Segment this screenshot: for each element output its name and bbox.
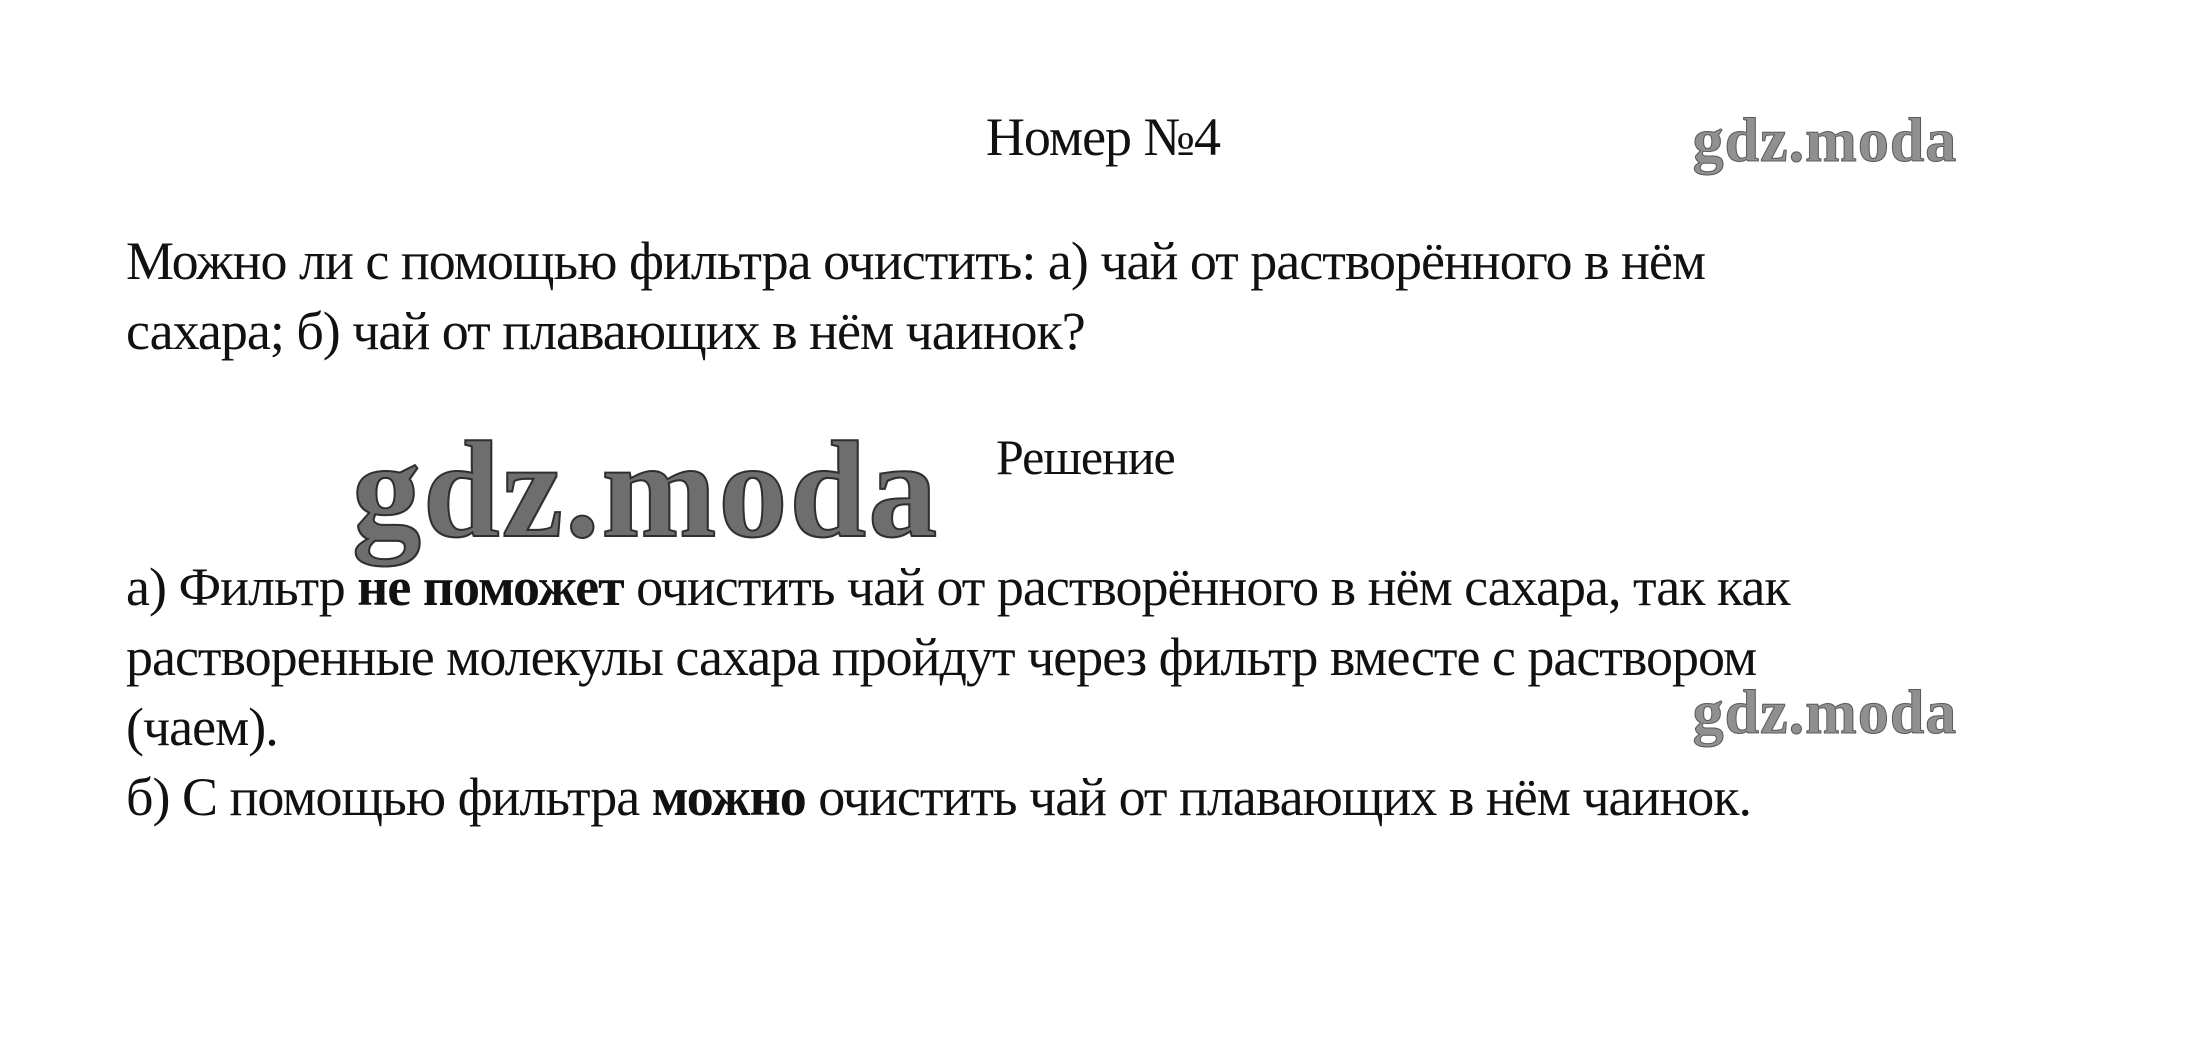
question-line-2: сахара; б) чай от плавающих в нём чаинок? bbox=[126, 301, 1085, 361]
gdz-moda-watermark-center: gdz.moda bbox=[352, 413, 940, 566]
answer-a-line-2: растворенные молекулы сахара пройдут через фильтр вместе с раствором bbox=[126, 627, 1757, 687]
answer-b-line bbox=[126, 762, 1790, 832]
solution-text bbox=[126, 552, 1790, 832]
answer-a-line-3: (чаем). bbox=[126, 697, 278, 757]
gdz-moda-watermark-mid-right: gdz.moda bbox=[1692, 679, 1958, 747]
solution-heading: Решение bbox=[996, 429, 1175, 485]
page-title: Номер №4 bbox=[985, 107, 1221, 167]
answer-a-bold-phrase: не поможет bbox=[357, 557, 624, 617]
answer-a-post: очистить чай от растворённого в нём сахара, так как bbox=[623, 557, 1790, 617]
answer-b-pre: б) С помощью фильтра bbox=[126, 767, 652, 827]
answer-a-line-1 bbox=[126, 552, 1790, 622]
answer-b-post: очистить чай от плавающих в нём чаинок. bbox=[805, 767, 1752, 827]
question-line-1: Можно ли с помощью фильтра очистить: а) чай от растворённого в нём bbox=[126, 231, 1706, 291]
question-text bbox=[126, 226, 1705, 366]
answer-a-pre: а) Фильтр bbox=[126, 557, 358, 617]
answer-b-bold-phrase: можно bbox=[651, 767, 806, 827]
gdz-moda-watermark-top-right: gdz.moda bbox=[1692, 107, 1958, 175]
